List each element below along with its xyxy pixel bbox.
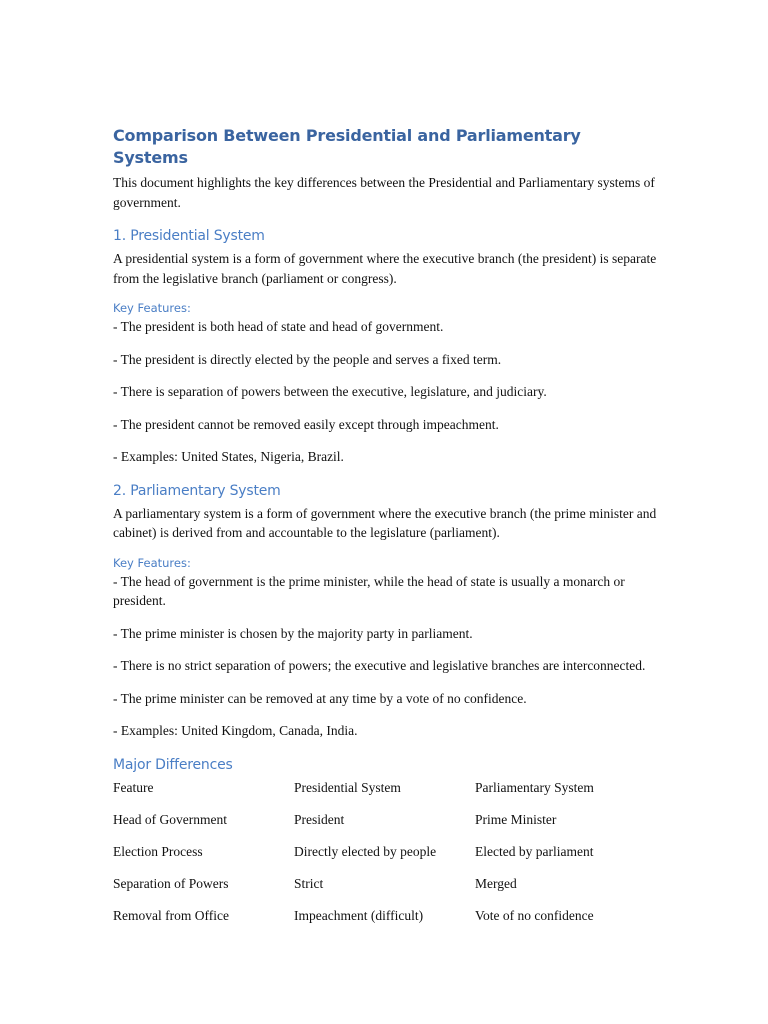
table-cell: Merged: [475, 875, 517, 891]
table-row: [113, 810, 658, 842]
table-row: [113, 906, 658, 938]
presidential-description: A presidential system is a form of government where the executive branch (the president) is separate from the legislative branch (parliament or congress).: [113, 251, 657, 286]
table-cell: Election Process: [113, 843, 203, 859]
intro-paragraph: This document highlights the key differences between the Presidential and Parliamentary systems of government.: [113, 175, 655, 210]
parliamentary-feature: - The prime minister is chosen by the majority party in parliament.: [113, 625, 473, 641]
parliamentary-heading: 2. Parliamentary System: [113, 482, 281, 499]
document-page: [113, 125, 658, 938]
parliamentary-feature: - The head of government is the prime minister, while the head of state is usually a monarch or president.: [113, 573, 625, 608]
table-cell: Directly elected by people: [294, 843, 437, 859]
parliamentary-feature: - Examples: United Kingdom, Canada, India.: [113, 723, 358, 738]
table-cell: Prime Minister: [475, 811, 557, 827]
parliamentary-feature: - There is no strict separation of powers; the executive and legislative branches are interconnected.: [113, 658, 646, 673]
table-cell: Impeachment (difficult): [294, 907, 424, 923]
table-header-cell: Presidential System: [294, 779, 401, 795]
table-cell: President: [294, 811, 345, 827]
document-title: Comparison Between Presidential and Parliamentary Systems: [113, 126, 581, 167]
table-cell: Strict: [294, 875, 324, 891]
parliamentary-features-heading: Key Features:: [113, 555, 191, 570]
table-cell: Elected by parliament: [475, 843, 594, 859]
table-cell: Separation of Powers: [113, 875, 229, 891]
presidential-feature: - There is separation of powers between the executive, legislature, and judiciary.: [113, 384, 547, 399]
parliamentary-feature: - The prime minister can be removed at any time by a vote of no confidence.: [113, 690, 527, 706]
table-header-row: [113, 778, 658, 810]
presidential-heading: 1. Presidential System: [113, 228, 265, 244]
parliamentary-description: A parliamentary system is a form of government where the executive branch (the prime minister and cabinet) is derived from and accountable to the legislature (parliament).: [113, 505, 657, 540]
differences-heading: Major Differences: [113, 756, 233, 773]
table-row: [113, 874, 658, 906]
table-cell: Head of Government: [113, 811, 227, 827]
presidential-features-heading: Key Features:: [113, 301, 191, 315]
presidential-feature: - The president cannot be removed easily except through impeachment.: [113, 416, 499, 432]
presidential-feature: - The president is both head of state and head of government.: [113, 319, 444, 334]
presidential-feature: - Examples: United States, Nigeria, Brazil.: [113, 449, 344, 464]
differences-table: [113, 778, 658, 938]
table-header-cell: Feature: [113, 779, 154, 795]
table-header-cell: Parliamentary System: [475, 779, 594, 795]
presidential-feature: - The president is directly elected by the people and serves a fixed term.: [113, 351, 502, 367]
table-cell: Vote of no confidence: [475, 907, 594, 923]
table-cell: Removal from Office: [113, 907, 229, 923]
table-row: [113, 842, 658, 874]
